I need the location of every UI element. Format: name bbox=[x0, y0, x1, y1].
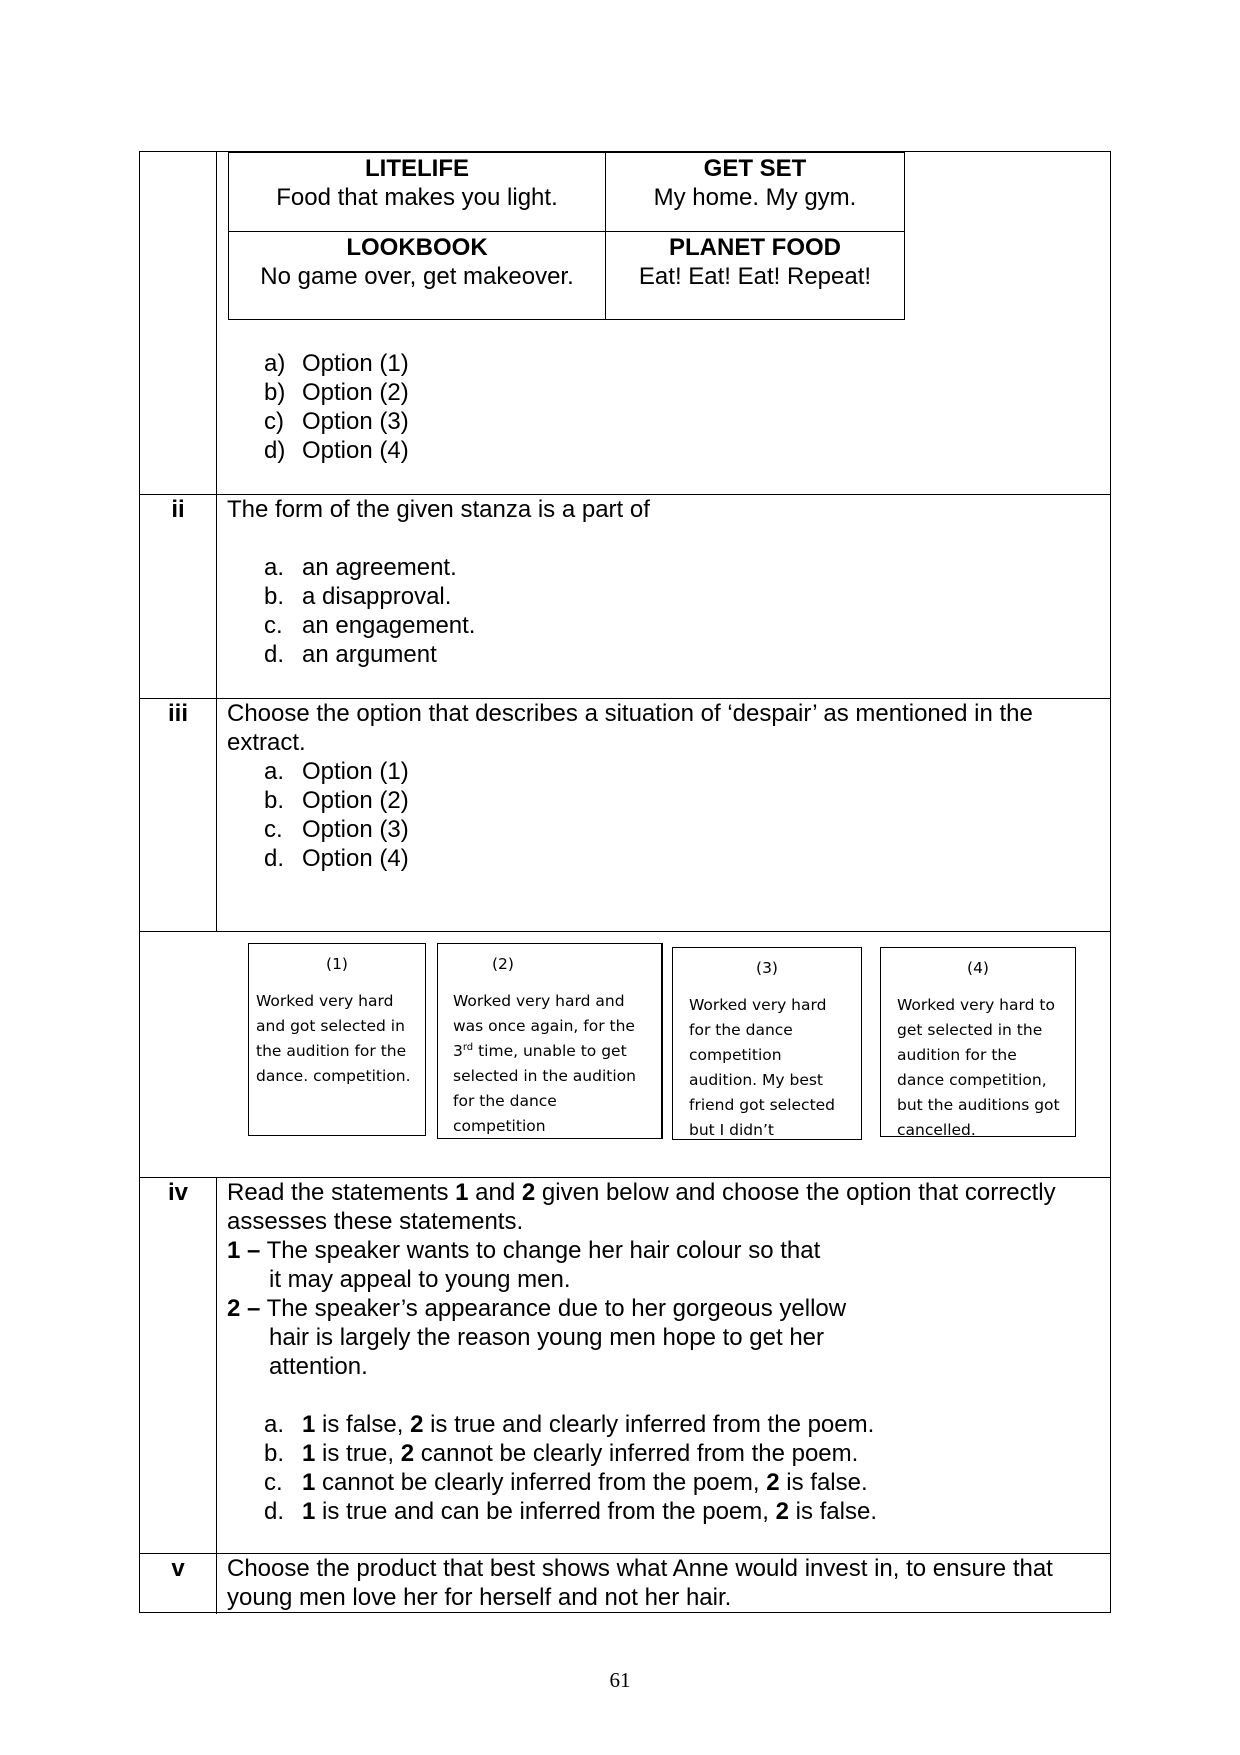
option-item bbox=[264, 407, 409, 436]
product-slogan: No game over, get makeover. bbox=[260, 263, 574, 290]
q1-options bbox=[264, 349, 409, 465]
panel-line: for the dance bbox=[689, 1021, 793, 1039]
panel-line: the audition for the bbox=[256, 1042, 407, 1060]
panel-1 bbox=[248, 943, 426, 1136]
option-letter: d. bbox=[264, 1498, 285, 1525]
panel-number: (4) bbox=[967, 959, 989, 977]
panel-line: for the dance bbox=[453, 1092, 557, 1110]
panel-line: audition for the bbox=[897, 1046, 1017, 1064]
column-divider-top bbox=[216, 152, 217, 931]
question-number: iii bbox=[167, 700, 188, 727]
option-letter: a. bbox=[264, 554, 285, 581]
product-litelife bbox=[229, 154, 605, 212]
panel-line: cancelled. bbox=[897, 1121, 976, 1137]
product-name: LITELIFE bbox=[365, 155, 469, 182]
statement-ref: 1 bbox=[302, 1498, 316, 1525]
question-number: v bbox=[171, 1555, 185, 1582]
option-letter: d) bbox=[264, 437, 286, 464]
panel-line: competition bbox=[453, 1117, 546, 1135]
statement-ref: 1 bbox=[455, 1179, 469, 1206]
option-item bbox=[264, 349, 409, 378]
product-slogan: My home. My gym. bbox=[653, 184, 857, 211]
panel-line: but the auditions got bbox=[897, 1096, 1060, 1114]
panel-line: was once again, for the bbox=[453, 1017, 635, 1035]
q2-options bbox=[264, 553, 475, 669]
product-slogan: Food that makes you light. bbox=[276, 184, 558, 211]
option-item bbox=[264, 1497, 877, 1526]
option-item bbox=[264, 611, 475, 640]
panel-line: Worked very hard to bbox=[897, 996, 1055, 1014]
panel-number: (3) bbox=[756, 959, 778, 977]
option-item bbox=[264, 640, 475, 669]
question-text: The form of the given stanza is a part of bbox=[227, 496, 650, 523]
option-item bbox=[264, 757, 409, 786]
option-item bbox=[264, 786, 409, 815]
statement-label: 2 – bbox=[227, 1295, 261, 1322]
product-table bbox=[228, 152, 905, 320]
product-slogan: Eat! Eat! Eat! Repeat! bbox=[638, 263, 872, 290]
product-name: GET SET bbox=[703, 155, 807, 182]
option-letter: a) bbox=[264, 350, 286, 377]
q3-options bbox=[264, 757, 409, 873]
option-item bbox=[264, 436, 409, 465]
product-planet-food bbox=[605, 233, 905, 291]
statement-text: The speaker wants to change her hair colour so that bbox=[260, 1237, 821, 1264]
ordinal-suffix: rd bbox=[462, 1041, 474, 1053]
option-letter: c. bbox=[264, 816, 283, 843]
panel-line: competition bbox=[689, 1046, 782, 1064]
text-run: cannot be clearly inferred from the poem, bbox=[315, 1469, 767, 1496]
text-run: given below and choose the option that correctly bbox=[535, 1179, 1056, 1206]
panel-line: get selected in the bbox=[897, 1021, 1043, 1039]
question-text bbox=[227, 1554, 1053, 1612]
question-line: Choose the product that best shows what Anne would invest in, to ensure that bbox=[227, 1555, 1053, 1582]
column-divider-bottom bbox=[216, 1177, 217, 1614]
question-text bbox=[227, 699, 1033, 757]
statement-1 bbox=[227, 1236, 1056, 1265]
panel-text bbox=[249, 989, 425, 1089]
page-number: 61 bbox=[609, 1668, 631, 1692]
option-text: Option (1) bbox=[302, 758, 409, 785]
text-run: is false. bbox=[788, 1498, 877, 1525]
text-run: is true and clearly inferred from the poem. bbox=[423, 1411, 875, 1438]
statement-ref: 2 bbox=[521, 1179, 536, 1206]
question-text bbox=[227, 1178, 1056, 1381]
question-line: extract. bbox=[227, 729, 306, 756]
panel-number: (2) bbox=[492, 955, 514, 973]
statement-ref: 2 bbox=[766, 1469, 780, 1496]
text-run: is false, bbox=[315, 1411, 411, 1438]
statement-ref: 1 bbox=[302, 1411, 316, 1438]
panel-line: but I didn’t bbox=[689, 1121, 774, 1139]
option-text bbox=[302, 1497, 877, 1526]
panel-line: selected in the audition bbox=[453, 1067, 636, 1085]
option-letter: d. bbox=[264, 641, 285, 668]
text-run: cannot be clearly inferred from the poem. bbox=[414, 1440, 859, 1467]
statement-text: attention. bbox=[269, 1353, 368, 1380]
option-letter: c) bbox=[264, 408, 284, 435]
product-get-set bbox=[605, 154, 905, 212]
option-text: an agreement. bbox=[302, 554, 457, 581]
panel-4 bbox=[880, 947, 1076, 1137]
option-item bbox=[264, 582, 475, 611]
option-letter: a. bbox=[264, 1411, 285, 1438]
ordinal-number: 3 bbox=[453, 1042, 463, 1060]
option-letter: b. bbox=[264, 787, 285, 814]
question-line: young men love her for herself and not her hair. bbox=[227, 1584, 732, 1611]
statement-text: it may appeal to young men. bbox=[269, 1266, 571, 1293]
option-text: Option (4) bbox=[302, 845, 409, 872]
option-text: Option (3) bbox=[302, 816, 409, 843]
option-letter: c. bbox=[264, 1469, 283, 1496]
option-item bbox=[264, 553, 475, 582]
text-run: is true, bbox=[315, 1440, 401, 1467]
product-lookbook bbox=[229, 233, 605, 291]
option-letter: b. bbox=[264, 583, 285, 610]
statement-text: The speaker’s appearance due to her gorgeous yellow bbox=[260, 1295, 847, 1322]
text-run: is true and can be inferred from the poem, bbox=[315, 1498, 776, 1525]
statement-ref: 2 bbox=[775, 1498, 789, 1525]
question-number: iv bbox=[167, 1179, 188, 1206]
option-text bbox=[302, 1439, 858, 1468]
option-letter: b. bbox=[264, 1440, 285, 1467]
statement-ref: 1 bbox=[302, 1469, 316, 1496]
row-divider-3 bbox=[140, 931, 1110, 932]
question-number: ii bbox=[171, 496, 185, 523]
statement-ref: 2 bbox=[400, 1440, 415, 1467]
option-text: Option (2) bbox=[302, 787, 409, 814]
panel-3 bbox=[672, 947, 862, 1140]
question-line: Choose the option that describes a situation of ‘despair’ as mentioned in the bbox=[227, 700, 1033, 727]
option-letter: c. bbox=[264, 612, 283, 639]
panel-line-rest: time, unable to get bbox=[473, 1042, 627, 1060]
product-table-hdivider bbox=[229, 231, 904, 232]
option-text: Option (4) bbox=[302, 437, 409, 464]
panel-line: friend got selected bbox=[689, 1096, 836, 1114]
statement-label: 1 – bbox=[227, 1237, 261, 1264]
question-line: assesses these statements. bbox=[227, 1208, 524, 1235]
panel-line: Worked very hard bbox=[256, 992, 394, 1010]
panel-line: Worked very hard bbox=[689, 996, 827, 1014]
option-item bbox=[264, 1439, 877, 1468]
product-name: PLANET FOOD bbox=[669, 234, 841, 261]
statement-2 bbox=[227, 1294, 1056, 1323]
option-text: Option (3) bbox=[302, 408, 409, 435]
option-text: Option (1) bbox=[302, 350, 409, 377]
option-text bbox=[302, 1410, 874, 1439]
statement-text: hair is largely the reason young men hope to get her bbox=[269, 1324, 825, 1351]
question-line bbox=[227, 1178, 1056, 1207]
question-table bbox=[139, 151, 1111, 1613]
panel-line: dance competition, bbox=[897, 1071, 1047, 1089]
panel-line: audition. My best bbox=[689, 1071, 824, 1089]
panel-line: and got selected in bbox=[256, 1017, 405, 1035]
product-name: LOOKBOOK bbox=[346, 234, 488, 261]
panel-line: dance. competition. bbox=[256, 1067, 411, 1085]
option-item bbox=[264, 1410, 877, 1439]
panel-number: (1) bbox=[326, 955, 348, 973]
text-run: and bbox=[468, 1179, 522, 1206]
option-text: an argument bbox=[302, 641, 437, 668]
option-item bbox=[264, 1468, 877, 1497]
option-text: a disapproval. bbox=[302, 583, 452, 610]
option-letter: a. bbox=[264, 758, 285, 785]
option-text bbox=[302, 1468, 868, 1497]
option-letter: d. bbox=[264, 845, 285, 872]
panel-line: Worked very hard and bbox=[453, 992, 625, 1010]
panel-2 bbox=[437, 943, 663, 1139]
text-run: Read the statements bbox=[227, 1179, 456, 1206]
option-text: Option (2) bbox=[302, 379, 409, 406]
option-text: an engagement. bbox=[302, 612, 476, 639]
panel-line bbox=[453, 1039, 655, 1064]
q4-options bbox=[264, 1410, 877, 1526]
option-item bbox=[264, 844, 409, 873]
option-item bbox=[264, 378, 409, 407]
panel-text bbox=[881, 993, 1075, 1137]
statement-ref: 1 bbox=[302, 1440, 316, 1467]
option-item bbox=[264, 815, 409, 844]
panel-text bbox=[438, 989, 661, 1139]
text-run: is false. bbox=[779, 1469, 868, 1496]
panel-text bbox=[673, 993, 861, 1140]
option-letter: b) bbox=[264, 379, 286, 406]
statement-ref: 2 bbox=[410, 1411, 424, 1438]
